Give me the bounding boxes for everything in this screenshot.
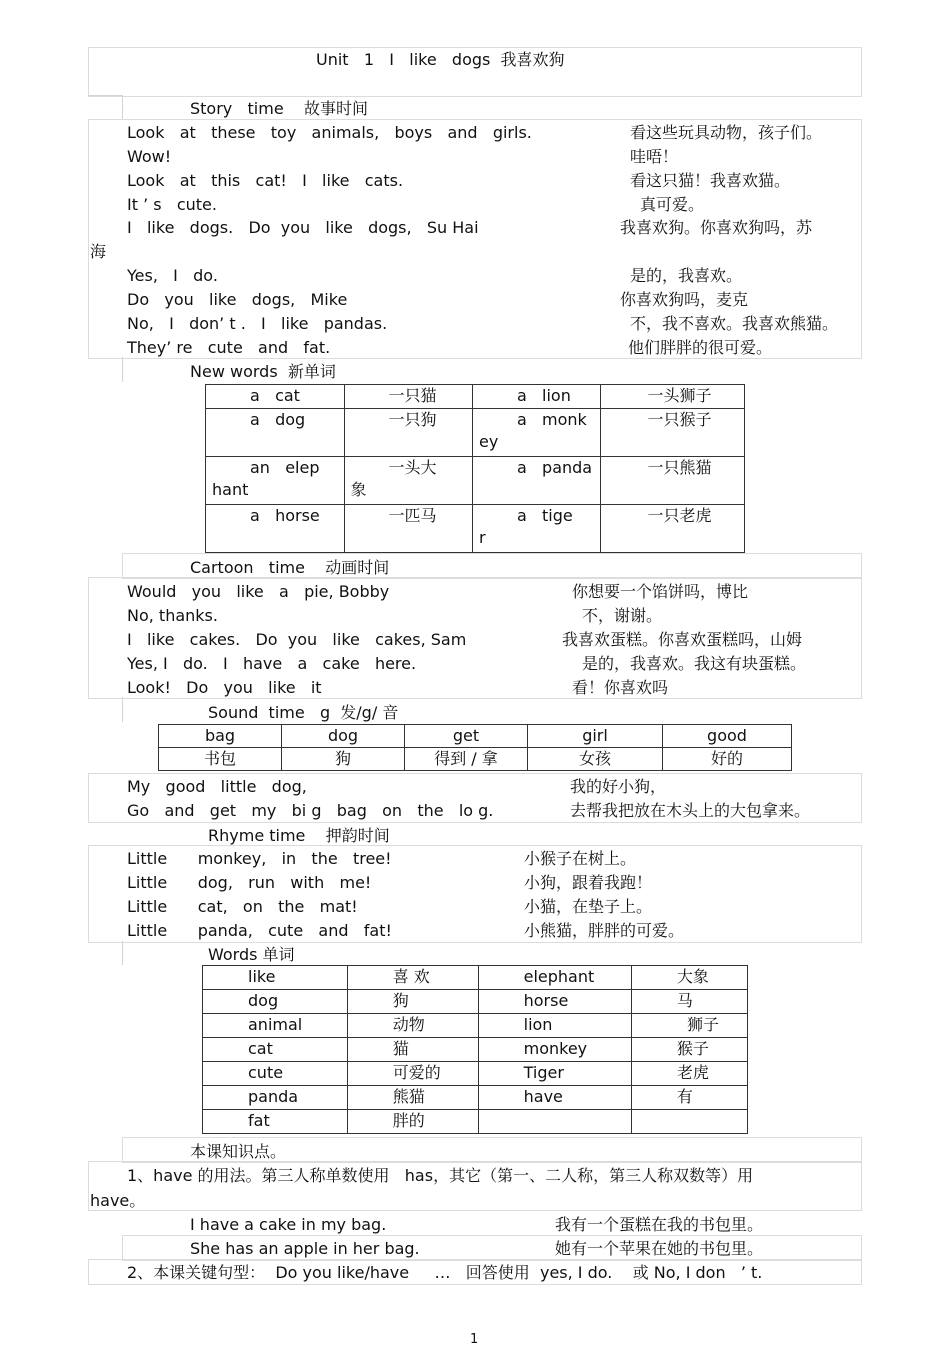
table-row [203, 1062, 748, 1086]
rhyme-line-zh: 小狗，跟着我跑！ [524, 873, 653, 892]
meaning-cell: 老虎 [631, 1062, 747, 1086]
cartoon-line-en: Would you like a pie, Bobby [127, 582, 390, 601]
word-cell: cat [203, 1038, 348, 1062]
table-row [159, 748, 792, 771]
sound-meaning: 得到 / 拿 [405, 748, 528, 771]
story-line-zh: 不，我不喜欢。我喜欢熊猫。 [630, 314, 839, 333]
table-row [203, 990, 748, 1014]
meaning-cell: 一只熊猫 [647, 458, 712, 477]
word-cell-wrap: r [478, 528, 486, 547]
example-zh: 我有一个蛋糕在我的书包里。 [555, 1215, 764, 1234]
word-cell: have [478, 1086, 631, 1110]
sound-meaning: 女孩 [528, 748, 663, 771]
word-cell: a dog [250, 410, 306, 429]
story-line-en: No, I don’ t . I like pandas. [127, 314, 388, 333]
words-table [202, 965, 748, 1134]
cartoon-line-zh: 我喜欢蛋糕。你喜欢蛋糕吗，山姆 [562, 630, 803, 649]
table-row [206, 385, 745, 409]
rhyme-heading: Rhyme time 押韵时间 [208, 826, 390, 845]
story-line-en: They’ re cute and fat. [127, 338, 331, 357]
table-row [203, 1086, 748, 1110]
meaning-cell: 一只狗 [388, 410, 437, 429]
meaning-cell: 一只猫 [388, 386, 437, 405]
word-cell-wrap: ey [478, 432, 499, 451]
meaning-cell: 马 [631, 990, 747, 1014]
meaning-cell: 胖的 [347, 1110, 478, 1134]
rhyme-line-en: Little panda, cute and fat! [127, 921, 392, 940]
new-words-heading: New words 新单词 [190, 362, 336, 381]
meaning-cell: 有 [631, 1086, 747, 1110]
word-cell: monkey [478, 1038, 631, 1062]
meaning-cell: 一头大 [388, 458, 437, 477]
story-line-en: Yes, I do. [127, 266, 218, 285]
words-heading: Words 单词 [208, 945, 295, 964]
meaning-cell: 狗 [347, 990, 478, 1014]
cartoon-line-zh: 看！你喜欢吗 [572, 678, 669, 697]
word-cell: dog [203, 990, 348, 1014]
meaning-cell: 大象 [631, 966, 747, 990]
example-zh: 她有一个苹果在她的书包里。 [555, 1239, 764, 1258]
knowledge-point-2: 2、本课关键句型： Do you like/have … 回答使用 yes, I do. 或 No, I don ’ t. [127, 1263, 763, 1282]
example-en: She has an apple in her bag. [190, 1239, 420, 1258]
word-cell: a monk [516, 410, 587, 429]
word-cell: panda [203, 1086, 348, 1110]
story-heading: Story time 故事时间 [190, 99, 369, 118]
sound-meaning: 狗 [282, 748, 405, 771]
word-cell: animal [203, 1014, 348, 1038]
word-cell: cute [203, 1062, 348, 1086]
meaning-cell: 一头狮子 [647, 386, 712, 405]
word-cell: a cat [250, 386, 300, 405]
table-row [206, 409, 745, 457]
rhyme-line-en: Little cat, on the mat! [127, 897, 358, 916]
cartoon-line-zh: 不，谢谢。 [582, 606, 663, 625]
word-cell: Tiger [478, 1062, 631, 1086]
frame-line [88, 95, 122, 96]
sound-word: good [663, 725, 792, 748]
word-cell [478, 1110, 631, 1134]
sound-word: get [405, 725, 528, 748]
meaning-cell: 一只猴子 [647, 410, 712, 429]
story-line-en: It ’ s cute. [127, 195, 217, 214]
cartoon-line-zh: 是的，我喜欢。我这有块蛋糕。 [582, 654, 807, 673]
frame-line [122, 357, 123, 382]
table-row [206, 505, 745, 553]
rhyme-line-en: Little dog, run with me! [127, 873, 372, 892]
story-line-zh: 看这只猫！我喜欢猫。 [630, 171, 791, 190]
meaning-cell: 可爱的 [347, 1062, 478, 1086]
meaning-cell: 喜 欢 [347, 966, 478, 990]
table-row [203, 966, 748, 990]
story-line-zh: 真可爱。 [640, 195, 705, 214]
cartoon-line-en: Look! Do you like it [127, 678, 322, 697]
word-cell: fat [203, 1110, 348, 1134]
knowledge-point-1-wrap: have。 [90, 1191, 146, 1210]
sound-line-en: My good little dog, [127, 777, 307, 796]
new-words-table [205, 384, 745, 553]
rhyme-line-zh: 小熊猫，胖胖的可爱。 [524, 921, 685, 940]
knowledge-heading: 本课知识点。 [190, 1142, 287, 1161]
word-cell: a lion [516, 386, 571, 405]
word-cell: an elep [250, 458, 320, 477]
cartoon-line-en: Yes, I do. I have a cake here. [127, 654, 417, 673]
table-row [203, 1038, 748, 1062]
meaning-cell: 一匹马 [388, 506, 437, 525]
sound-line-zh: 我的好小狗， [570, 777, 667, 796]
meaning-cell: 熊猫 [347, 1086, 478, 1110]
meaning-cell [631, 1110, 747, 1134]
sound-word: girl [528, 725, 663, 748]
knowledge-point-1: 1、have 的用法。第三人称单数使用 has，其它（第一、二人称，第三人称双数等）用 [127, 1166, 754, 1185]
story-line-zh: 是的，我喜欢。 [630, 266, 743, 285]
meaning-cell-wrap: 象 [350, 480, 367, 499]
example-en: I have a cake in my bag. [190, 1215, 387, 1234]
word-cell: lion [478, 1014, 631, 1038]
sound-word: dog [282, 725, 405, 748]
frame-line [122, 941, 123, 965]
word-cell: like [203, 966, 348, 990]
rhyme-line-en: Little monkey, in the tree! [127, 849, 392, 868]
story-line-en: Look at these toy animals, boys and girls. [127, 123, 532, 142]
story-line-zh: 我喜欢狗。你喜欢狗吗，苏 [620, 218, 813, 237]
word-cell: a tige [516, 506, 573, 525]
meaning-cell: 猴子 [631, 1038, 747, 1062]
story-line-zh: 哇唔！ [630, 147, 679, 166]
meaning-cell: 猫 [347, 1038, 478, 1062]
story-line-en: Look at this cat! I like cats. [127, 171, 404, 190]
story-line-zh: 他们胖胖的很可爱。 [628, 338, 773, 357]
word-cell: a panda [516, 458, 593, 477]
table-row [203, 1014, 748, 1038]
word-cell: elephant [478, 966, 631, 990]
story-line-en: Wow! [127, 147, 172, 166]
frame-line [122, 697, 123, 722]
meaning-cell: 动物 [347, 1014, 478, 1038]
sound-heading: Sound time g 发/g/ 音 [208, 703, 399, 722]
rhyme-line-zh: 小猴子在树上。 [524, 849, 637, 868]
word-cell-wrap: hant [212, 480, 249, 499]
page-title: Unit 1 I like dogs 我喜欢狗 [316, 50, 565, 69]
table-row [159, 725, 792, 748]
word-cell: a horse [250, 506, 320, 525]
story-line-zh: 你喜欢狗吗，麦克 [620, 290, 749, 309]
story-line-en: Do you like dogs, Mike [127, 290, 348, 309]
cartoon-line-en: No, thanks. [127, 606, 218, 625]
cartoon-heading: Cartoon time 动画时间 [190, 558, 390, 577]
word-cell: horse [478, 990, 631, 1014]
cartoon-line-en: I like cakes. Do you like cakes, Sam [127, 630, 467, 649]
meaning-cell: 一只老虎 [647, 506, 712, 525]
story-line-en: I like dogs. Do you like dogs, Su Hai [127, 218, 479, 237]
meaning-cell: 狮子 [631, 1014, 747, 1038]
frame-line [122, 95, 123, 119]
sound-line-zh: 去帮我把放在木头上的大包拿来。 [570, 801, 811, 820]
story-line-zh: 看这些玩具动物，孩子们。 [630, 123, 823, 142]
cartoon-line-zh: 你想要一个馅饼吗，博比 [572, 582, 749, 601]
rhyme-line-zh: 小猫，在垫子上。 [524, 897, 653, 916]
sound-line-en: Go and get my bi g bag on the lo g. [127, 801, 494, 820]
sound-meaning: 书包 [159, 748, 282, 771]
sound-table [158, 724, 792, 771]
table-row [203, 1110, 748, 1134]
sound-meaning: 好的 [663, 748, 792, 771]
table-row [206, 457, 745, 505]
story-wrap: 海 [90, 242, 107, 261]
page-number: 1 [470, 1332, 479, 1347]
sound-word: bag [159, 725, 282, 748]
